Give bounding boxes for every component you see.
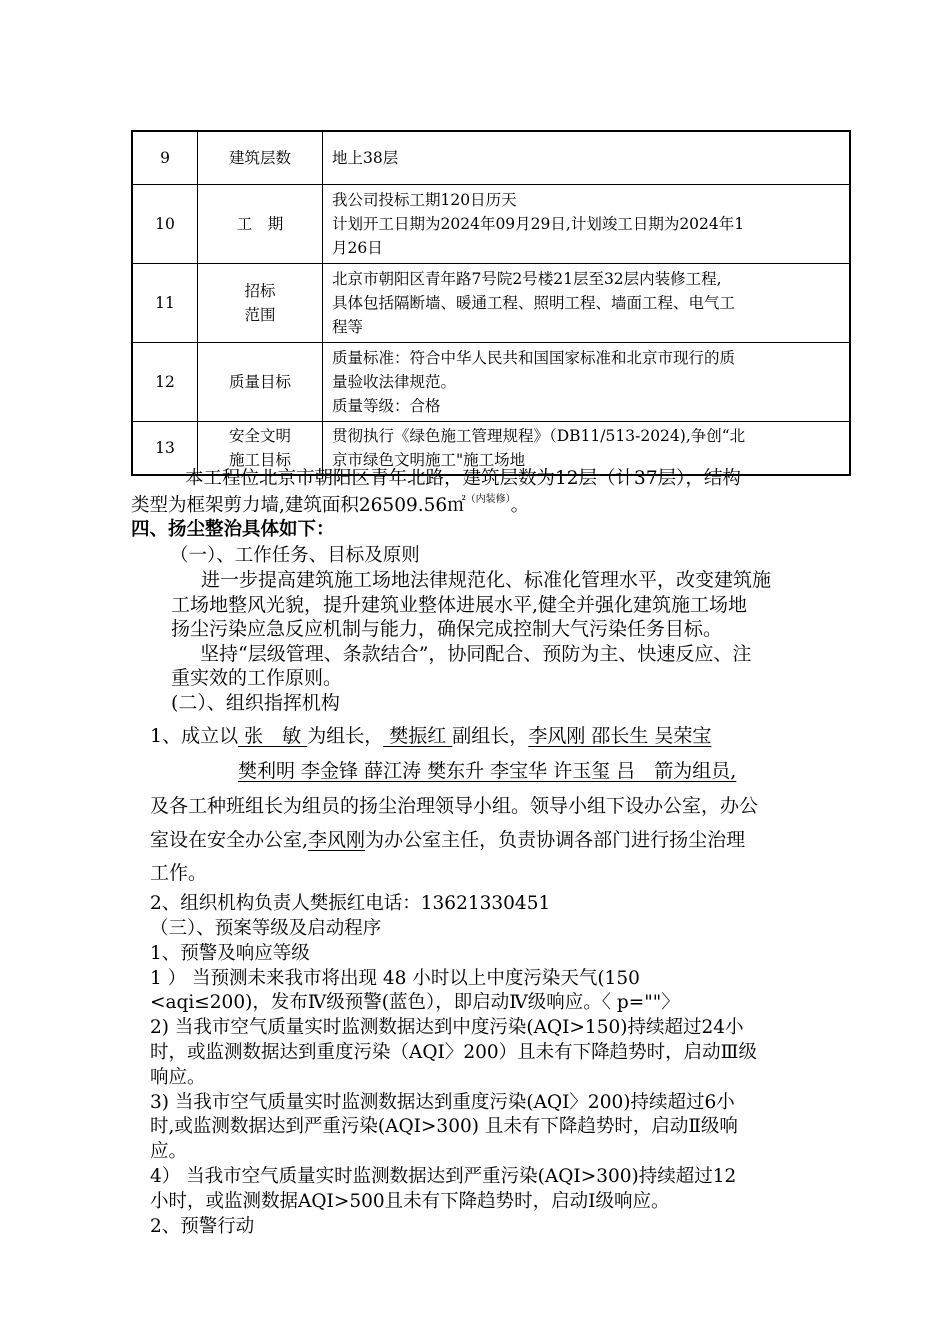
intro-line: 本工程位北京市朝阳区青年北路，建筑层数为12层（计37层），结构 xyxy=(185,468,741,489)
paragraph-line: 扬尘污染应急反应机制与能力，确保完成控制大气污染任务目标。 xyxy=(171,618,723,640)
org-line: 樊利明 李金锋 薛江涛 樊东升 李宝华 许玉玺 吕 箭为组员, xyxy=(238,760,737,782)
project-info-table xyxy=(131,130,851,476)
level-item-line: <aqi≤200)，发布Ⅳ级预警(蓝色），即启动Ⅳ级响应。〈 p=""〉 xyxy=(150,992,680,1013)
table-row xyxy=(132,264,850,343)
section-heading: 四、扬尘整治具体如下： xyxy=(131,519,335,540)
list-title: 2、预警行动 xyxy=(150,1216,255,1237)
row-label: 质量目标 xyxy=(198,343,323,422)
level-item-line: 响应。 xyxy=(150,1067,206,1088)
list-title: 1、预警及响应等级 xyxy=(150,943,310,964)
member-names: 李风刚 邵长生 吴荣宝 xyxy=(528,725,712,747)
row-number: 13 xyxy=(132,422,198,476)
org-line: 室设在安全办公室,李风刚为办公室主任，负责协调各部门进行扬尘治理 xyxy=(150,829,746,851)
member-names: 樊利明 李金锋 薛江涛 樊东升 李宝华 许玉玺 吕 箭 xyxy=(238,760,674,782)
leader-name: 张 敏 xyxy=(238,725,308,747)
level-item-line: 3) 当我市空气质量实时监测数据达到重度污染(AQI〉200)持续超过6小 xyxy=(150,1092,735,1113)
level-item-line: 应。 xyxy=(150,1141,188,1162)
office-director-name: 李风刚 xyxy=(308,829,366,851)
table-row xyxy=(132,131,850,185)
row-label: 招标 范围 xyxy=(198,264,323,343)
row-content: 我公司投标工期120日历天 计划开工日期为2024年09月29日,计划竣工日期为2024年1 月26日 xyxy=(323,185,851,264)
org-line: 工作。 xyxy=(150,862,208,884)
level-item-line: 1 ） 当预测未来我市将出现 48 小时以上中度污染天气(150 xyxy=(150,968,640,989)
subsection-heading: (二）、组织指挥机构 xyxy=(171,692,340,714)
row-label: 工 期 xyxy=(198,185,323,264)
row-content: 地上38层 xyxy=(323,131,851,185)
row-content: 贯彻执行《绿色施工管理规程》（DB11/513-2024),争创“北 京市绿色文明施工"施工场地 xyxy=(323,422,851,476)
level-item-line: 4） 当我市空气质量实时监测数据达到严重污染(AQI>300)持续超过12 xyxy=(150,1166,737,1187)
org-line: 1、成立以 张 敏 为组长， 樊振红 副组长，李风刚 邵长生 吴荣宝 xyxy=(150,725,712,747)
paragraph-line: 坚持“层级管理、条款结合”，协同配合、预防为主、快速反应、注 xyxy=(200,643,752,665)
row-label: 建筑层数 xyxy=(198,131,323,185)
table-row xyxy=(132,343,850,422)
row-label: 安全文明 施工目标 xyxy=(198,422,323,476)
subsection-heading: （一）、工作任务、目标及原则 xyxy=(170,545,420,566)
row-number: 9 xyxy=(132,131,198,185)
row-content: 质量标准：符合中华人民共和国国家标准和北京市现行的质 量验收法律规范。 质量等级：合格 xyxy=(323,343,851,422)
deputy-name: 樊振红 xyxy=(383,725,453,747)
row-number: 11 xyxy=(132,264,198,343)
level-item-line: 2) 当我市空气质量实时监测数据达到中度污染(AQI>150)持续超过24小 xyxy=(150,1017,744,1038)
level-item-line: 时,或监测数据达到严重污染(AQI>300) 且未有下降趋势时，启动Ⅱ级响 xyxy=(150,1116,738,1137)
subsection-heading: （三）、预案等级及启动程序 xyxy=(150,918,382,939)
contact-line: 2、组织机构负责人樊振红电话：13621330451 xyxy=(150,893,551,914)
paragraph-line: 重实效的工作原则。 xyxy=(171,667,343,689)
row-number: 12 xyxy=(132,343,198,422)
paragraph-line: 工场地整风光貌，提升建筑业整体进展水平,健全并强化建筑施工场地 xyxy=(171,594,748,616)
level-item-line: 时，或监测数据达到重度污染（AQI〉200）且未有下降趋势时，启动Ⅲ级 xyxy=(150,1042,757,1063)
superscript-note: （内装修） xyxy=(465,494,511,505)
paragraph-line: 进一步提高建筑施工场地法律规范化、标准化管理水平，改变建筑施 xyxy=(201,569,772,591)
org-line: 及各工种班组长为组员的扬尘治理领导小组。领导小组下设办公室，办公 xyxy=(150,795,759,817)
intro-line: 类型为框架剪力墙,建筑面积26509.56㎡$^{(内装修)}$。 xyxy=(131,494,530,516)
table-row xyxy=(132,185,850,264)
row-content: 北京市朝阳区青年路7号院2号楼21层至32层内装修工程, 具体包括隔断墙、暖通工程、照明工程、墙面工程、电气工 程等 xyxy=(323,264,851,343)
level-item-line: 小时，或监测数据AQI>500且未有下降趋势时，启动Ⅰ级响应。 xyxy=(150,1191,670,1212)
row-number: 10 xyxy=(132,185,198,264)
